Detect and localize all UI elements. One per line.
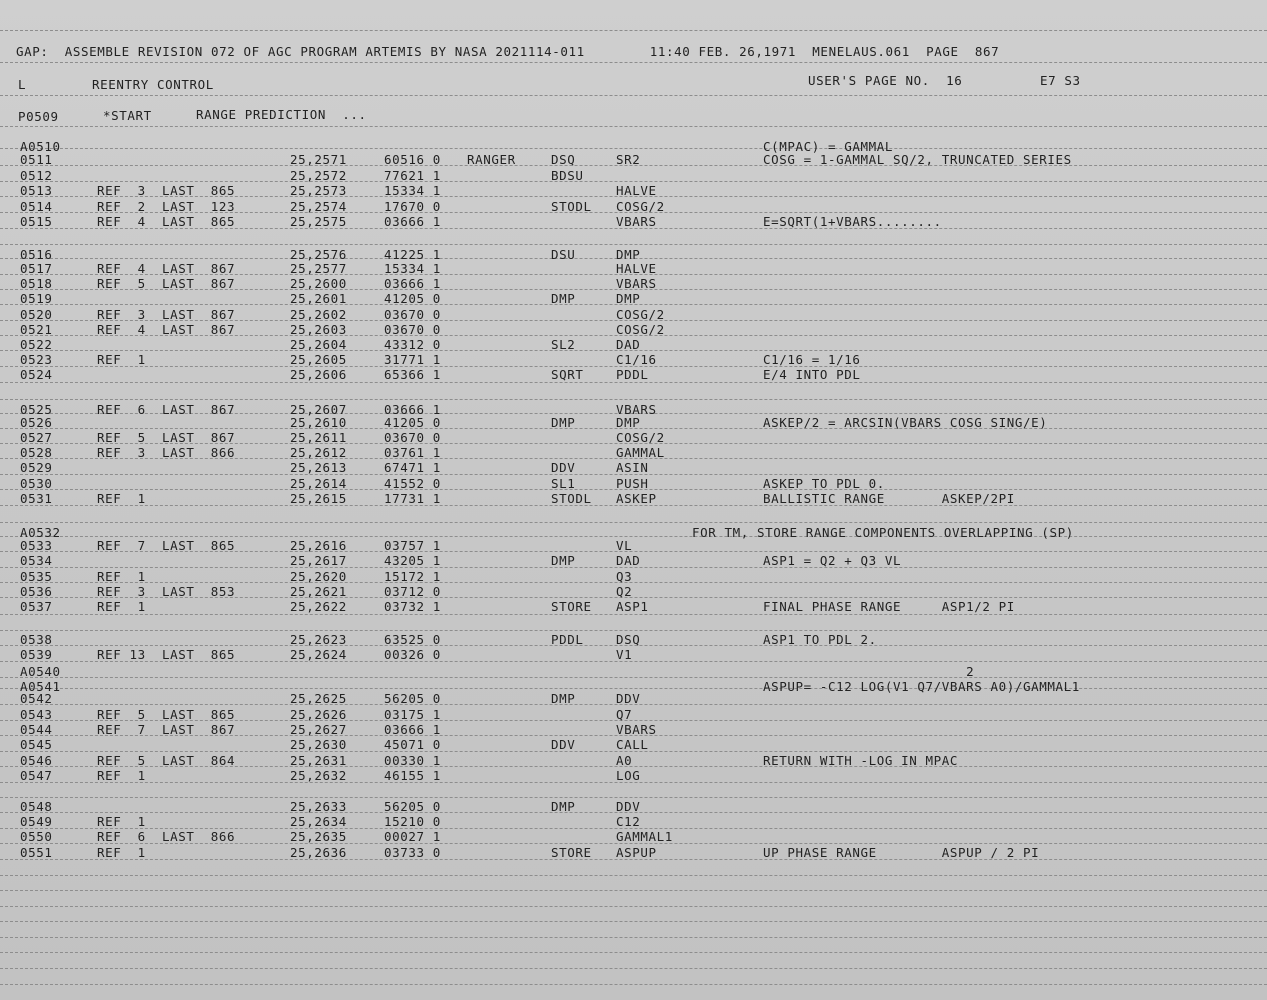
label: RANGER xyxy=(467,152,516,167)
octal-word: 03175 1 xyxy=(384,707,441,722)
ref-info: REF 5 LAST 867 xyxy=(97,276,236,291)
opcode: DMP xyxy=(551,799,576,814)
address: 25,2627 xyxy=(290,722,347,737)
comment: COSG = 1-GAMMAL SQ/2, TRUNCATED SERIES xyxy=(763,152,1072,167)
ref-info: REF 5 LAST 864 xyxy=(97,753,236,768)
address: 25,2607 xyxy=(290,402,347,417)
ruled-line xyxy=(0,62,1267,63)
address: 25,2605 xyxy=(290,352,347,367)
comment: ASKEP/2 = ARCSIN(VBARS COSG SING/E) xyxy=(763,415,1048,430)
ref-info: REF 3 LAST 866 xyxy=(97,445,236,460)
operand: COSG/2 xyxy=(616,430,665,445)
operand: C12 xyxy=(616,814,641,829)
address: 25,2573 xyxy=(290,183,347,198)
opcode: STORE xyxy=(551,599,592,614)
line-number: 0551 xyxy=(20,845,53,860)
ruled-line xyxy=(0,797,1267,798)
operand: DMP xyxy=(616,291,641,306)
ruled-line xyxy=(0,906,1267,907)
ref-info: REF 3 LAST 867 xyxy=(97,307,236,322)
line-number: 0512 xyxy=(20,168,53,183)
operand: VL xyxy=(616,538,633,553)
octal-word: 03712 0 xyxy=(384,584,441,599)
line-number: 0524 xyxy=(20,367,53,382)
operand: HALVE xyxy=(616,183,657,198)
section-code: L xyxy=(18,77,27,92)
address: 25,2612 xyxy=(290,445,347,460)
address: 25,2600 xyxy=(290,276,347,291)
comment: ASPUP= -C12 LOG(V1 Q7/VBARS A0)/GAMMAL1 xyxy=(763,679,1080,694)
octal-word: 03670 0 xyxy=(384,322,441,337)
line-number: 0533 xyxy=(20,538,53,553)
octal-word: 43312 0 xyxy=(384,337,441,352)
line-number: 0519 xyxy=(20,291,53,306)
start-label: *START xyxy=(103,108,152,123)
line-number: 0516 xyxy=(20,247,53,262)
ref-info: REF 1 xyxy=(97,569,146,584)
operand: DSQ xyxy=(616,632,641,647)
ref-info: REF 6 LAST 867 xyxy=(97,402,236,417)
operand: Q3 xyxy=(616,569,633,584)
ref-info: REF 4 LAST 867 xyxy=(97,322,236,337)
operand: DMP xyxy=(616,247,641,262)
line-number: 0549 xyxy=(20,814,53,829)
line-number: 0511 xyxy=(20,152,53,167)
ruled-line xyxy=(0,614,1267,615)
ruled-line xyxy=(0,630,1267,631)
line-number: 0523 xyxy=(20,352,53,367)
line-number: 0521 xyxy=(20,322,53,337)
ref-info: REF 3 LAST 865 xyxy=(97,183,236,198)
line-number: 0547 xyxy=(20,768,53,783)
ref-info: REF 5 LAST 867 xyxy=(97,430,236,445)
octal-word: 45071 0 xyxy=(384,737,441,752)
operand: GAMMAL xyxy=(616,445,665,460)
ref-info: REF 2 LAST 123 xyxy=(97,199,236,214)
ruled-line xyxy=(0,148,1267,149)
operand: Q7 xyxy=(616,707,633,722)
address: 25,2575 xyxy=(290,214,347,229)
ref-info: REF 1 xyxy=(97,599,146,614)
ruled-line xyxy=(0,582,1267,583)
address: 25,2630 xyxy=(290,737,347,752)
ruled-line xyxy=(0,890,1267,891)
address: 25,2602 xyxy=(290,307,347,322)
opcode: DSU xyxy=(551,247,576,262)
octal-word: 41205 0 xyxy=(384,415,441,430)
ruled-line xyxy=(0,181,1267,182)
ruled-line xyxy=(0,536,1267,537)
ref-info: REF 1 xyxy=(97,491,146,506)
octal-word: 03666 1 xyxy=(384,402,441,417)
ruled-line xyxy=(0,244,1267,245)
comment: 2 xyxy=(763,664,975,679)
ref-info: REF 1 xyxy=(97,768,146,783)
operand: DMP xyxy=(616,415,641,430)
ruled-line xyxy=(0,984,1267,985)
address: 25,2577 xyxy=(290,261,347,276)
address: 25,2601 xyxy=(290,291,347,306)
octal-word: 65366 1 xyxy=(384,367,441,382)
comment: E=SQRT(1+VBARS........ xyxy=(763,214,942,229)
operand: DAD xyxy=(616,337,641,352)
opcode: STODL xyxy=(551,199,592,214)
opcode: SL1 xyxy=(551,476,576,491)
ruled-line xyxy=(0,875,1267,876)
octal-word: 03757 1 xyxy=(384,538,441,553)
address: 25,2624 xyxy=(290,647,347,662)
line-number: 0526 xyxy=(20,415,53,430)
start-description: RANGE PREDICTION ... xyxy=(196,107,367,122)
opcode: SQRT xyxy=(551,367,584,382)
address: 25,2621 xyxy=(290,584,347,599)
octal-word: 77621 1 xyxy=(384,168,441,183)
ruled-line xyxy=(0,937,1267,938)
octal-word: 56205 0 xyxy=(384,799,441,814)
line-number: 0531 xyxy=(20,491,53,506)
address: 25,2611 xyxy=(290,430,347,445)
octal-word: 17670 0 xyxy=(384,199,441,214)
operand: V1 xyxy=(616,647,633,662)
line-number: 0543 xyxy=(20,707,53,722)
ref-info: REF 1 xyxy=(97,814,146,829)
octal-word: 03732 1 xyxy=(384,599,441,614)
comment: FINAL PHASE RANGE ASP1/2 PI xyxy=(763,599,1015,614)
opcode: PDDL xyxy=(551,632,584,647)
start-line-number: P0509 xyxy=(18,109,59,124)
line-number: 0520 xyxy=(20,307,53,322)
address: 25,2631 xyxy=(290,753,347,768)
octal-word: 00330 1 xyxy=(384,753,441,768)
operand: DDV xyxy=(616,691,641,706)
ref-info: REF 5 LAST 865 xyxy=(97,707,236,722)
line-number: 0528 xyxy=(20,445,53,460)
ruled-line xyxy=(0,126,1267,127)
operand: CALL xyxy=(616,737,649,752)
line-number: A0510 xyxy=(20,139,61,154)
operand: HALVE xyxy=(616,261,657,276)
line-number: 0536 xyxy=(20,584,53,599)
address: 25,2574 xyxy=(290,199,347,214)
users-page-number: USER'S PAGE NO. 16 xyxy=(808,73,963,88)
ruled-line xyxy=(0,95,1267,96)
operand: SR2 xyxy=(616,152,641,167)
octal-word: 03666 1 xyxy=(384,214,441,229)
line-number: 0530 xyxy=(20,476,53,491)
sheet-code: E7 S3 xyxy=(1040,73,1081,88)
ruled-line xyxy=(0,921,1267,922)
octal-word: 03670 0 xyxy=(384,307,441,322)
line-number: 0538 xyxy=(20,632,53,647)
operand: ASP1 xyxy=(616,599,649,614)
line-number: 0517 xyxy=(20,261,53,276)
operand: Q2 xyxy=(616,584,633,599)
octal-word: 17731 1 xyxy=(384,491,441,506)
line-number: 0537 xyxy=(20,599,53,614)
line-number: 0527 xyxy=(20,430,53,445)
operand: COSG/2 xyxy=(616,199,665,214)
ref-info: REF 7 LAST 867 xyxy=(97,722,236,737)
octal-word: 41552 0 xyxy=(384,476,441,491)
operand: VBARS xyxy=(616,276,657,291)
octal-word: 60516 0 xyxy=(384,152,441,167)
ruled-line xyxy=(0,522,1267,523)
operand: C1/16 xyxy=(616,352,657,367)
comment: E/4 INTO PDL xyxy=(763,367,861,382)
line-number: 0535 xyxy=(20,569,53,584)
address: 25,2614 xyxy=(290,476,347,491)
octal-word: 03733 0 xyxy=(384,845,441,860)
line-number: A0540 xyxy=(20,664,61,679)
address: 25,2613 xyxy=(290,460,347,475)
ruled-line xyxy=(0,677,1267,678)
address: 25,2603 xyxy=(290,322,347,337)
opcode: DMP xyxy=(551,291,576,306)
opcode: DMP xyxy=(551,553,576,568)
address: 25,2634 xyxy=(290,814,347,829)
octal-word: 41225 1 xyxy=(384,247,441,262)
address: 25,2571 xyxy=(290,152,347,167)
operand: PDDL xyxy=(616,367,649,382)
opcode: DDV xyxy=(551,460,576,475)
operand: ASPUP xyxy=(616,845,657,860)
operand: ASKEP xyxy=(616,491,657,506)
comment: UP PHASE RANGE ASPUP / 2 PI xyxy=(763,845,1040,860)
ref-info: REF 13 LAST 865 xyxy=(97,647,236,662)
octal-word: 43205 1 xyxy=(384,553,441,568)
octal-word: 03666 1 xyxy=(384,276,441,291)
line-number: A0532 xyxy=(20,525,61,540)
opcode: DMP xyxy=(551,691,576,706)
comment: C1/16 = 1/16 xyxy=(763,352,861,367)
comment: FOR TM, STORE RANGE COMPONENTS OVERLAPPING (SP) xyxy=(692,525,1074,540)
address: 25,2620 xyxy=(290,569,347,584)
ref-info: REF 7 LAST 865 xyxy=(97,538,236,553)
address: 25,2617 xyxy=(290,553,347,568)
operand: VBARS xyxy=(616,214,657,229)
address: 25,2604 xyxy=(290,337,347,352)
address: 25,2626 xyxy=(290,707,347,722)
address: 25,2616 xyxy=(290,538,347,553)
octal-word: 56205 0 xyxy=(384,691,441,706)
ref-info: REF 3 LAST 853 xyxy=(97,584,236,599)
comment: BALLISTIC RANGE ASKEP/2PI xyxy=(763,491,1015,506)
ruled-line xyxy=(0,952,1267,953)
line-number: 0525 xyxy=(20,402,53,417)
opcode: DMP xyxy=(551,415,576,430)
operand: GAMMAL1 xyxy=(616,829,673,844)
octal-word: 31771 1 xyxy=(384,352,441,367)
address: 25,2625 xyxy=(290,691,347,706)
line-number: 0544 xyxy=(20,722,53,737)
octal-word: 46155 1 xyxy=(384,768,441,783)
octal-word: 00326 0 xyxy=(384,647,441,662)
octal-word: 03761 1 xyxy=(384,445,441,460)
operand: ASIN xyxy=(616,460,649,475)
line-number: 0518 xyxy=(20,276,53,291)
address: 25,2632 xyxy=(290,768,347,783)
operand: A0 xyxy=(616,753,633,768)
opcode: BDSU xyxy=(551,168,584,183)
address: 25,2623 xyxy=(290,632,347,647)
comment: ASKEP TO PDL 0. xyxy=(763,476,885,491)
opcode: STORE xyxy=(551,845,592,860)
operand: LOG xyxy=(616,768,641,783)
octal-word: 41205 0 xyxy=(384,291,441,306)
address: 25,2633 xyxy=(290,799,347,814)
octal-word: 15210 0 xyxy=(384,814,441,829)
ref-info: REF 1 xyxy=(97,352,146,367)
line-number: 0513 xyxy=(20,183,53,198)
ref-info: REF 6 LAST 866 xyxy=(97,829,236,844)
comment: C(MPAC) = GAMMAL xyxy=(763,139,894,154)
line-number: 0550 xyxy=(20,829,53,844)
opcode: DDV xyxy=(551,737,576,752)
ruled-line xyxy=(0,382,1267,383)
octal-word: 63525 0 xyxy=(384,632,441,647)
ruled-line xyxy=(0,399,1267,400)
comment: ASP1 TO PDL 2. xyxy=(763,632,877,647)
address: 25,2606 xyxy=(290,367,347,382)
line-number: 0546 xyxy=(20,753,53,768)
address: 25,2615 xyxy=(290,491,347,506)
octal-word: 15172 1 xyxy=(384,569,441,584)
octal-word: 03670 0 xyxy=(384,430,441,445)
opcode: DSQ xyxy=(551,152,576,167)
address: 25,2636 xyxy=(290,845,347,860)
ruled-line xyxy=(0,968,1267,969)
address: 25,2635 xyxy=(290,829,347,844)
header-line: GAP: ASSEMBLE REVISION 072 OF AGC PROGRAM ARTEMIS BY NASA 2021114-011 11:40 FEB. 26,1971 MENELAUS.061 PAGE 867 xyxy=(16,44,1000,59)
ref-info: REF 4 LAST 865 xyxy=(97,214,236,229)
octal-word: 15334 1 xyxy=(384,183,441,198)
operand: DDV xyxy=(616,799,641,814)
ref-info: REF 1 xyxy=(97,845,146,860)
line-number: 0539 xyxy=(20,647,53,662)
line-number: 0515 xyxy=(20,214,53,229)
line-number: A0541 xyxy=(20,679,61,694)
address: 25,2576 xyxy=(290,247,347,262)
line-number: 0522 xyxy=(20,337,53,352)
operand: COSG/2 xyxy=(616,322,665,337)
ref-info: REF 4 LAST 867 xyxy=(97,261,236,276)
address: 25,2610 xyxy=(290,415,347,430)
comment: RETURN WITH -LOG IN MPAC xyxy=(763,753,959,768)
address: 25,2622 xyxy=(290,599,347,614)
line-number: 0542 xyxy=(20,691,53,706)
operand: VBARS xyxy=(616,722,657,737)
octal-word: 00027 1 xyxy=(384,829,441,844)
line-number: 0545 xyxy=(20,737,53,752)
operand: DAD xyxy=(616,553,641,568)
line-number: 0514 xyxy=(20,199,53,214)
operand: VBARS xyxy=(616,402,657,417)
line-number: 0548 xyxy=(20,799,53,814)
octal-word: 67471 1 xyxy=(384,460,441,475)
comment: ASP1 = Q2 + Q3 VL xyxy=(763,553,902,568)
address: 25,2572 xyxy=(290,168,347,183)
line-number: 0534 xyxy=(20,553,53,568)
line-number: 0529 xyxy=(20,460,53,475)
ruled-line xyxy=(0,30,1267,31)
operand: COSG/2 xyxy=(616,307,665,322)
octal-word: 15334 1 xyxy=(384,261,441,276)
opcode: SL2 xyxy=(551,337,576,352)
operand: PUSH xyxy=(616,476,649,491)
octal-word: 03666 1 xyxy=(384,722,441,737)
opcode: STODL xyxy=(551,491,592,506)
section-title: REENTRY CONTROL xyxy=(92,77,214,92)
